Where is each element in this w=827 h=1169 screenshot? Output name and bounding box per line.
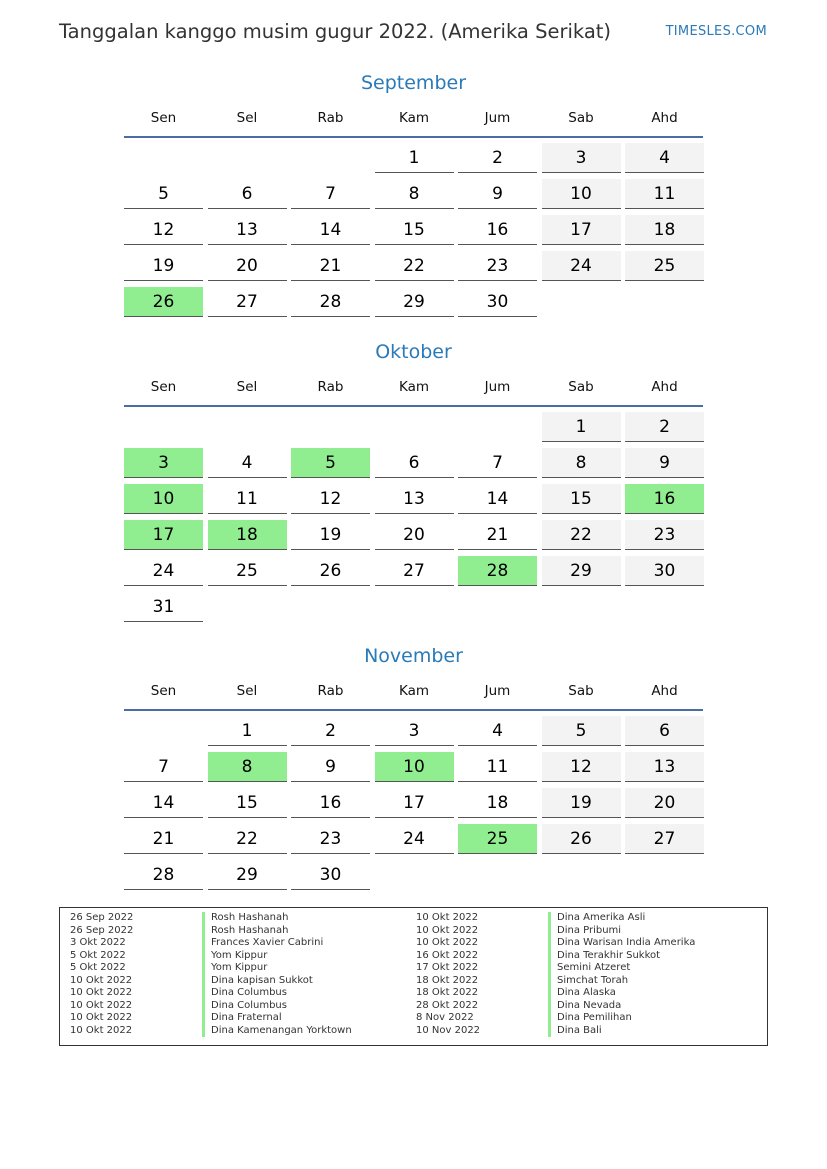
day-cell: 27: [375, 556, 454, 586]
legend-holiday-name: Dina Amerika Asli: [548, 912, 645, 925]
day-cell: 8: [542, 448, 621, 478]
weekday-label: Kam: [398, 379, 430, 395]
day-cell: 10: [542, 179, 621, 209]
day-cell: 15: [375, 215, 454, 245]
day-cell: 4: [208, 448, 287, 478]
day-cell: 2: [291, 716, 370, 746]
day-cell: 12: [291, 484, 370, 514]
weekday-label: Jum: [484, 379, 511, 395]
weekday-label: Kam: [398, 110, 430, 126]
day-cell: 24: [375, 824, 454, 854]
legend-date: 8 Nov 2022: [416, 1012, 474, 1023]
day-cell: 17: [542, 215, 621, 245]
legend-holiday-name: Dina Fraternal: [202, 1012, 282, 1025]
month-name: Oktober: [375, 341, 452, 363]
day-cell: 7: [124, 752, 203, 782]
day-cell: 22: [542, 520, 621, 550]
day-cell: 6: [208, 179, 287, 209]
day-cell: 20: [208, 251, 287, 281]
legend-date: 28 Okt 2022: [416, 999, 479, 1011]
day-cell: 23: [625, 520, 704, 550]
day-cell: 29: [208, 860, 287, 890]
day-cell: 14: [291, 215, 370, 245]
legend-holiday-name: Dina Bali: [548, 1025, 602, 1038]
day-cell: 30: [291, 860, 370, 890]
legend-date: 3 Okt 2022: [70, 937, 126, 948]
header-rule: [124, 709, 703, 711]
day-cell: 5: [124, 179, 203, 209]
holiday-day-cell: 10: [375, 752, 454, 782]
weekday-label: Sel: [236, 683, 258, 699]
weekday-label: Rab: [317, 110, 344, 126]
day-cell: 9: [458, 179, 537, 209]
legend-holiday-name: Frances Xavier Cabrini: [202, 937, 323, 950]
day-cell: 13: [375, 484, 454, 514]
day-cell: 2: [625, 412, 704, 442]
day-cell: 7: [458, 448, 537, 478]
legend-date: 26 Sep 2022: [70, 912, 134, 923]
legend-date: 18 Okt 2022: [416, 987, 479, 998]
day-cell: 23: [291, 824, 370, 854]
day-cell: 4: [625, 143, 704, 173]
legend-holiday-name: Dina Nevada: [548, 1000, 621, 1013]
day-cell: 25: [208, 556, 287, 586]
day-cell: 25: [625, 251, 704, 281]
day-cell: 31: [124, 592, 203, 622]
day-cell: 14: [124, 788, 203, 818]
legend-date: 10 Okt 2022: [70, 1024, 133, 1036]
weekday-label: Rab: [317, 683, 344, 699]
day-cell: 22: [375, 251, 454, 281]
weekday-label: Jum: [484, 110, 511, 126]
legend-holiday-name: Dina Columbus: [202, 987, 287, 1000]
holiday-legend: [59, 907, 768, 1046]
weekday-label: Sab: [568, 683, 594, 699]
weekday-label: Ahd: [651, 110, 678, 126]
weekday-label: Rab: [317, 379, 344, 395]
legend-date: 5 Okt 2022: [70, 949, 126, 961]
legend-holiday-name: Dina Pemilihan: [548, 1012, 632, 1025]
day-cell: 11: [625, 179, 704, 209]
weekday-label: Sel: [236, 379, 258, 395]
day-cell: 16: [458, 215, 537, 245]
day-cell: 19: [291, 520, 370, 550]
day-cell: 30: [625, 556, 704, 586]
day-cell: 5: [542, 716, 621, 746]
day-cell: 15: [208, 788, 287, 818]
day-cell: 20: [375, 520, 454, 550]
day-cell: 27: [208, 287, 287, 317]
day-cell: 28: [124, 860, 203, 890]
holiday-day-cell: 16: [625, 484, 704, 514]
holiday-day-cell: 28: [458, 556, 537, 586]
day-cell: 21: [291, 251, 370, 281]
page-title: Tanggalan kanggo musim gugur 2022. (Amerika Serikat): [59, 20, 612, 43]
header-rule: [124, 405, 703, 407]
legend-date: 10 Okt 2022: [416, 924, 479, 936]
legend-holiday-name: Dina kapisan Sukkot: [202, 975, 313, 988]
day-cell: 9: [291, 752, 370, 782]
day-cell: 1: [208, 716, 287, 746]
brand-link[interactable]: TIMESLES.COM: [665, 24, 767, 39]
holiday-day-cell: 8: [208, 752, 287, 782]
day-cell: 13: [208, 215, 287, 245]
legend-date: 10 Okt 2022: [70, 1012, 133, 1023]
legend-holiday-name: Dina Pribumi: [548, 925, 621, 938]
legend-date: 10 Okt 2022: [70, 987, 133, 998]
day-cell: 16: [291, 788, 370, 818]
weekday-label: Sel: [236, 110, 258, 126]
day-cell: 3: [375, 716, 454, 746]
legend-holiday-name: Yom Kippur: [202, 950, 267, 963]
day-cell: 21: [124, 824, 203, 854]
weekday-label: Kam: [398, 683, 430, 699]
weekday-label: Sab: [568, 110, 594, 126]
day-cell: 19: [542, 788, 621, 818]
legend-holiday-name: Dina Columbus: [202, 1000, 287, 1013]
month-name: November: [364, 645, 463, 667]
legend-date: 26 Sep 2022: [70, 924, 134, 936]
day-cell: 18: [458, 788, 537, 818]
day-cell: 9: [625, 448, 704, 478]
day-cell: 24: [124, 556, 203, 586]
day-cell: 2: [458, 143, 537, 173]
holiday-day-cell: 3: [124, 448, 203, 478]
legend-holiday-name: Dina Warisan India Amerika: [548, 937, 695, 950]
day-cell: 12: [124, 215, 203, 245]
legend-holiday-name: Rosh Hashanah: [202, 925, 288, 938]
day-cell: 24: [542, 251, 621, 281]
day-cell: 15: [542, 484, 621, 514]
day-cell: 28: [291, 287, 370, 317]
legend-holiday-name: Simchat Torah: [548, 975, 628, 988]
day-cell: 22: [208, 824, 287, 854]
holiday-day-cell: 17: [124, 520, 203, 550]
legend-date: 10 Nov 2022: [416, 1024, 481, 1036]
day-cell: 14: [458, 484, 537, 514]
day-cell: 12: [542, 752, 621, 782]
month-name: September: [360, 72, 467, 94]
legend-date: 10 Okt 2022: [416, 912, 479, 923]
day-cell: 26: [542, 824, 621, 854]
weekday-label: Sen: [150, 683, 177, 699]
legend-date: 16 Okt 2022: [416, 949, 479, 961]
day-cell: 23: [458, 251, 537, 281]
legend-holiday-name: Rosh Hashanah: [202, 912, 288, 925]
legend-date: 10 Okt 2022: [70, 974, 133, 986]
holiday-day-cell: 10: [124, 484, 203, 514]
weekday-label: Ahd: [651, 683, 678, 699]
holiday-day-cell: 5: [291, 448, 370, 478]
legend-holiday-name: Yom Kippur: [202, 962, 267, 975]
weekday-label: Sen: [150, 110, 177, 126]
day-cell: 20: [625, 788, 704, 818]
day-cell: 17: [375, 788, 454, 818]
weekday-label: Sab: [568, 379, 594, 395]
header-rule: [124, 136, 703, 138]
day-cell: 6: [375, 448, 454, 478]
day-cell: 11: [458, 752, 537, 782]
weekday-label: Ahd: [651, 379, 678, 395]
legend-date: 18 Okt 2022: [416, 974, 479, 986]
legend-holiday-name: Dina Kamenangan Yorktown: [202, 1025, 352, 1038]
day-cell: 13: [625, 752, 704, 782]
day-cell: 7: [291, 179, 370, 209]
legend-holiday-name: Dina Alaska: [548, 987, 616, 1000]
day-cell: 1: [375, 143, 454, 173]
holiday-day-cell: 18: [208, 520, 287, 550]
holiday-day-cell: 25: [458, 824, 537, 854]
day-cell: 29: [542, 556, 621, 586]
legend-date: 10 Okt 2022: [70, 999, 133, 1011]
day-cell: 27: [625, 824, 704, 854]
holiday-day-cell: 26: [124, 287, 203, 317]
legend-holiday-name: Semini Atzeret: [548, 962, 630, 975]
legend-holiday-name: Dina Terakhir Sukkot: [548, 950, 660, 963]
day-cell: 11: [208, 484, 287, 514]
day-cell: 4: [458, 716, 537, 746]
day-cell: 18: [625, 215, 704, 245]
day-cell: 19: [124, 251, 203, 281]
weekday-label: Sen: [150, 379, 177, 395]
day-cell: 1: [542, 412, 621, 442]
day-cell: 30: [458, 287, 537, 317]
legend-date: 10 Okt 2022: [416, 937, 479, 948]
day-cell: 26: [291, 556, 370, 586]
day-cell: 8: [375, 179, 454, 209]
day-cell: 6: [625, 716, 704, 746]
weekday-label: Jum: [484, 683, 511, 699]
legend-date: 5 Okt 2022: [70, 962, 126, 973]
day-cell: 21: [458, 520, 537, 550]
day-cell: 29: [375, 287, 454, 317]
day-cell: 3: [542, 143, 621, 173]
legend-date: 17 Okt 2022: [416, 962, 479, 973]
